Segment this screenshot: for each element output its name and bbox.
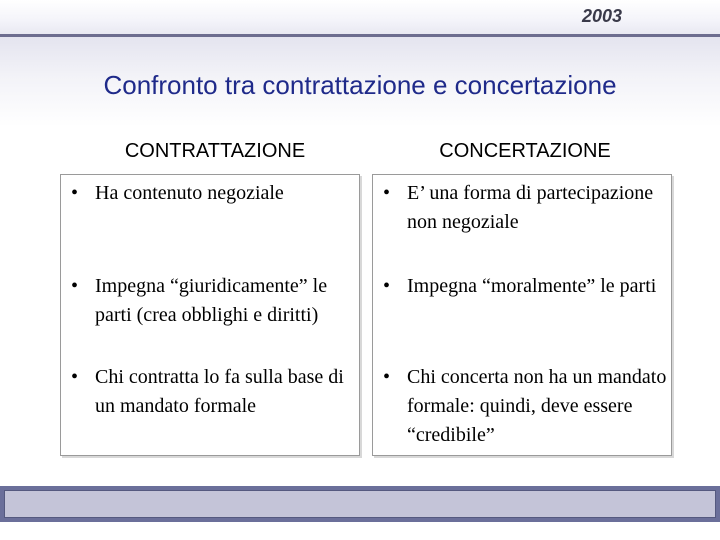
right-bullet-text: Impegna “moralmente” le parti — [407, 275, 657, 297]
footer-inner-panel — [4, 490, 716, 518]
bullet-icon: • — [383, 275, 391, 297]
right-bullet-item — [373, 272, 673, 301]
bullet-icon: • — [71, 182, 79, 204]
left-bullet-text: Chi contratta lo fa sulla base di un mandato formale — [95, 366, 344, 417]
left-bullet-item — [61, 179, 361, 208]
left-bullet-item — [61, 363, 361, 421]
bullet-icon: • — [383, 366, 391, 388]
right-bullet-text: Chi concerta non ha un mandato formale: quindi, deve essere “credibile” — [407, 366, 667, 446]
right-bullet-item — [373, 179, 673, 237]
right-bullet-text: E’ una forma di partecipazione non negoziale — [407, 182, 654, 233]
right-column-box — [372, 174, 672, 456]
left-bullet-text: Impegna “giuridicamente” le parti (crea obblighi e diritti) — [95, 275, 328, 326]
right-column-heading: CONCERTAZIONE — [439, 140, 611, 162]
left-bullet-item — [61, 272, 361, 330]
footer-bar — [0, 486, 720, 522]
slide-title: Confronto tra contrattazione e concertazione — [103, 70, 617, 100]
left-column-heading: CONTRATTAZIONE — [124, 140, 306, 162]
year-label: 2003 — [581, 6, 622, 26]
left-bullet-text: Ha contenuto negoziale — [95, 182, 284, 204]
left-column-box — [60, 174, 360, 456]
bullet-icon: • — [383, 182, 391, 204]
bullet-icon: • — [71, 275, 79, 297]
bullet-icon: • — [71, 366, 79, 388]
right-bullet-item — [373, 363, 673, 450]
